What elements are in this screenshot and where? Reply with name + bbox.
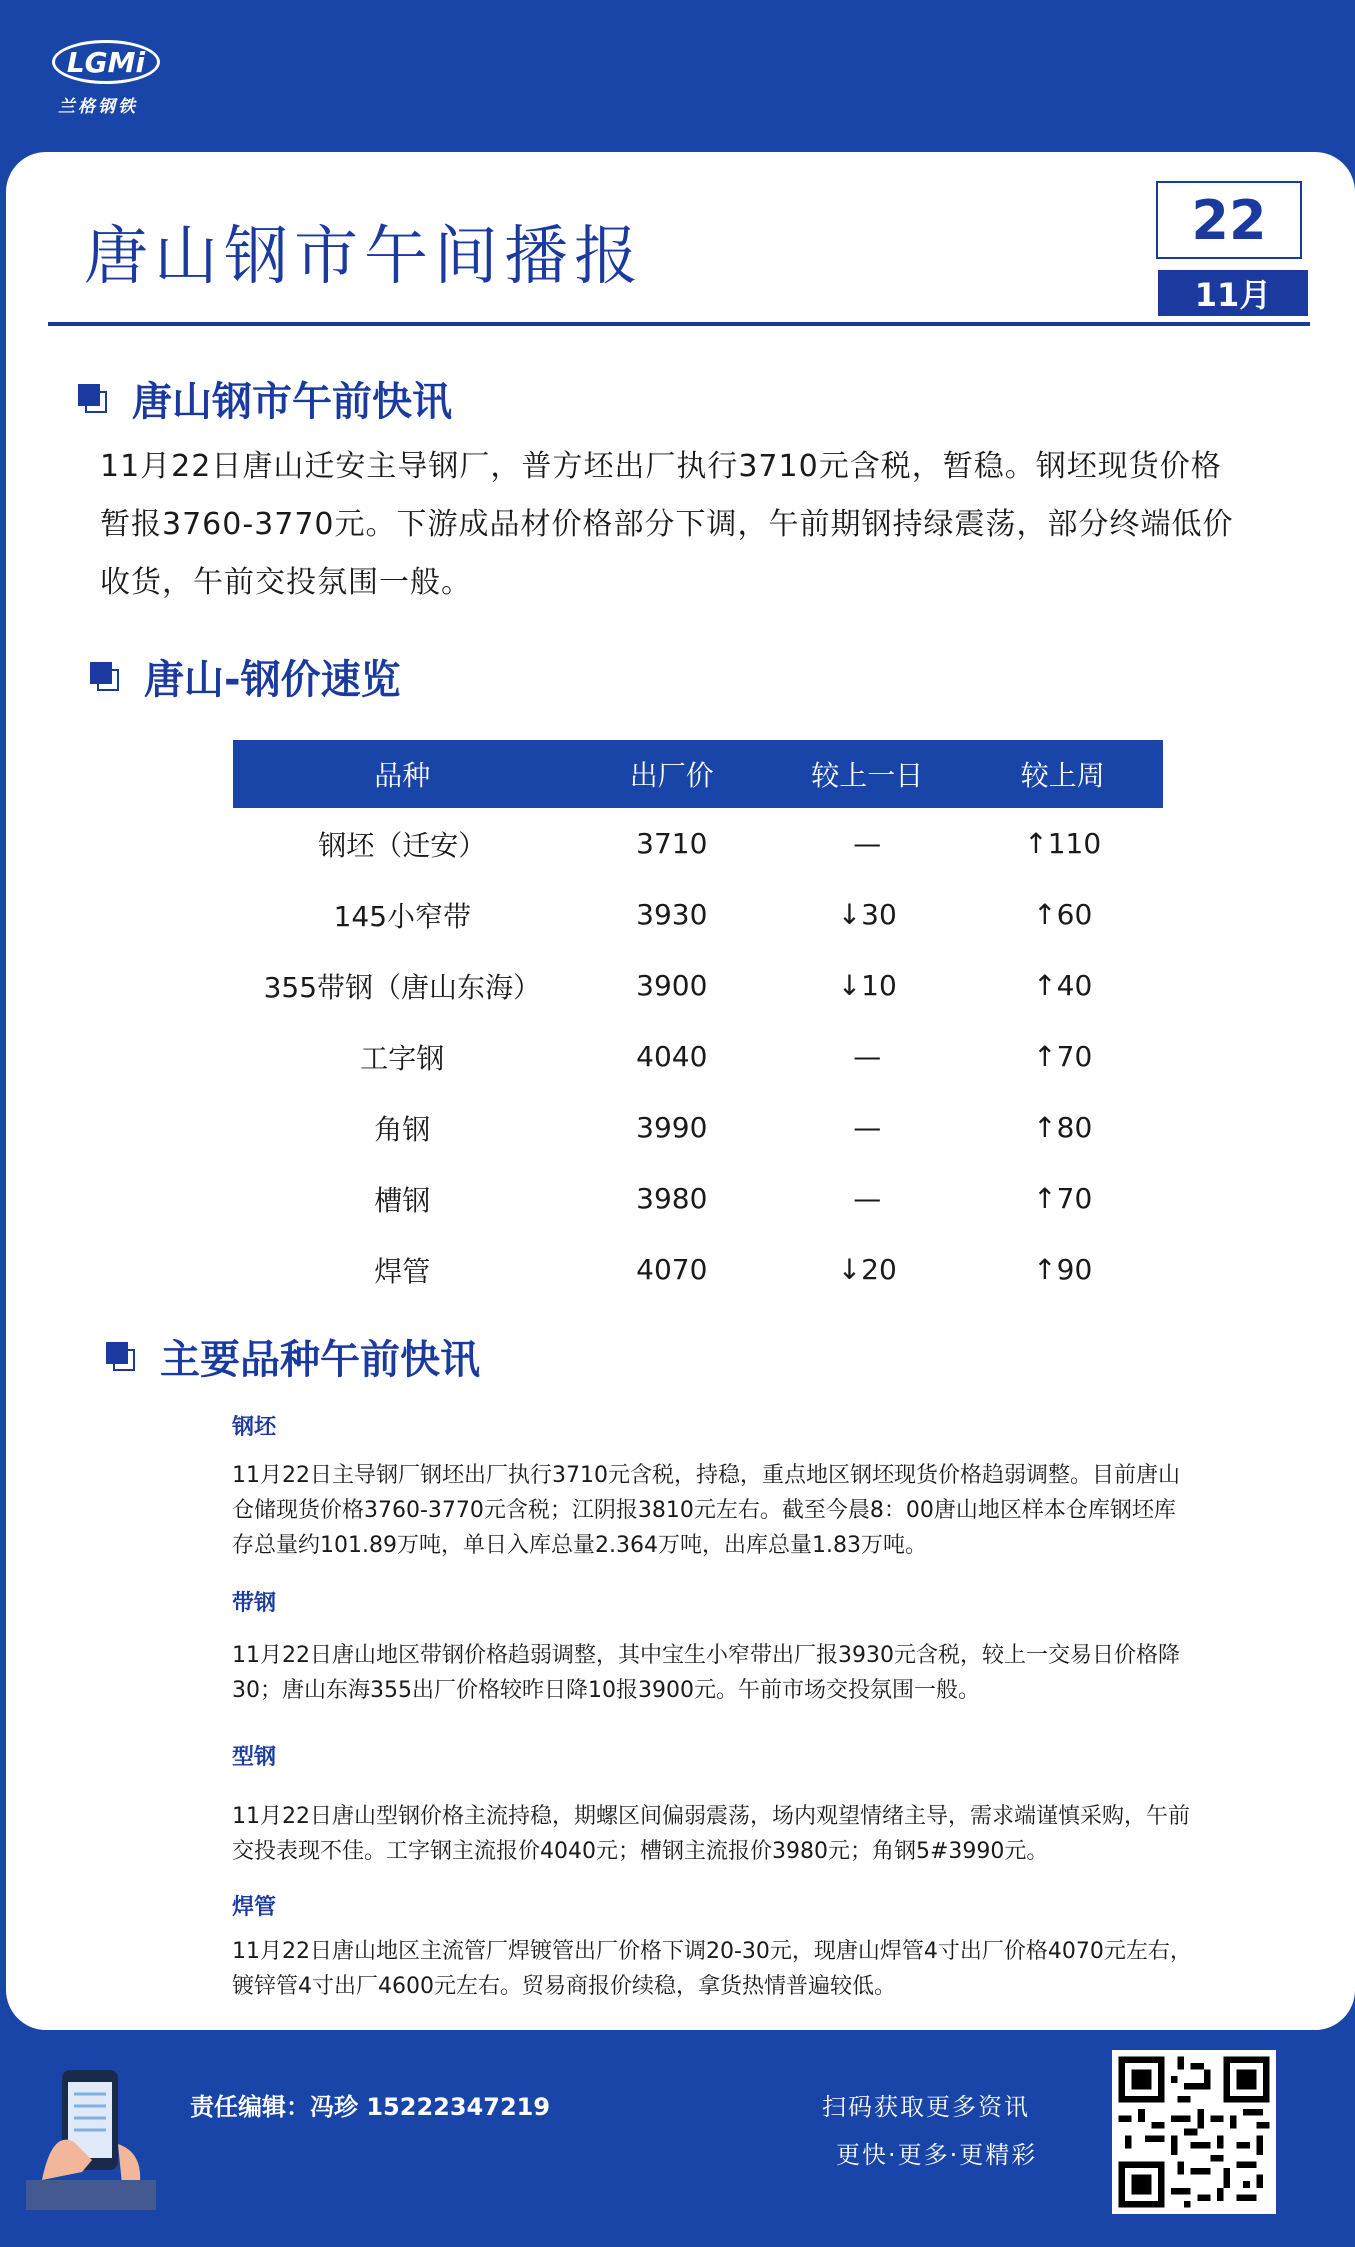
header-vs-week: 较上周	[962, 740, 1163, 808]
variety-cell: 355带钢（唐山东海）	[263, 970, 542, 1004]
logo-subtitle: 兰格钢铁	[58, 97, 138, 117]
table-header-row	[233, 740, 1163, 808]
variety-cell: 角钢	[374, 1112, 431, 1146]
variety-cell: 焊管	[374, 1254, 431, 1288]
strip-label: 带钢	[232, 1591, 277, 1616]
price-cell: 3930	[636, 898, 708, 931]
table-row	[233, 1021, 1163, 1092]
section-title: 唐山钢市午前快讯	[132, 379, 452, 425]
strip-paragraph: 11月22日唐山地区带钢价格趋弱调整，其中宝生小窄带出厂报3930元含税，较上一交易日价格降30；唐山东海355出厂价格较昨日降10报3900元。午前市场交投氛围一般。	[232, 1643, 1180, 1703]
title-divider	[48, 322, 1310, 326]
welded-pipe-label: 焊管	[232, 1895, 277, 1920]
section-price-overview-header	[90, 648, 401, 705]
header-vs-day: 较上一日	[772, 740, 962, 808]
logo-mark: LGMi	[52, 40, 160, 84]
table-row	[233, 1163, 1163, 1234]
hand-phone-icon	[22, 2060, 162, 2210]
week-change-cell: ↑70	[1033, 1182, 1093, 1215]
price-cell: 4040	[636, 1040, 708, 1073]
day-change-cell: —	[853, 1040, 882, 1073]
price-cell: 3990	[636, 1111, 708, 1144]
billet-label: 钢坯	[232, 1415, 277, 1440]
brand-logo	[52, 40, 162, 120]
section-steel-label: 型钢	[232, 1745, 277, 1770]
table-row	[233, 879, 1163, 950]
day-change-cell: —	[853, 1111, 882, 1144]
day-change-cell: —	[853, 1182, 882, 1215]
variety-cell: 工字钢	[360, 1041, 445, 1075]
section-main-varieties-header	[106, 1328, 480, 1385]
week-change-cell: ↑60	[1033, 898, 1093, 931]
page-title: 唐山钢市午间播报	[84, 220, 644, 294]
date-day: 22	[1156, 181, 1302, 259]
price-cell: 4070	[636, 1253, 708, 1286]
scan-prompt: 扫码获取更多资讯	[822, 2093, 1030, 2121]
week-change-cell: ↑110	[1024, 827, 1102, 860]
day-change-cell: —	[853, 827, 882, 860]
editor-contact: 责任编辑：冯珍 15222347219	[190, 2093, 551, 2121]
price-cell: 3900	[636, 969, 708, 1002]
day-change-cell: ↓10	[837, 969, 897, 1002]
table-row	[233, 1234, 1163, 1305]
section-title: 唐山-钢价速览	[144, 657, 401, 703]
table-row	[233, 808, 1163, 879]
day-change-cell: ↓30	[837, 898, 897, 931]
morning-news-paragraph: 11月22日唐山迁安主导钢厂，普方坯出厂执行3710元含税，暂稳。钢坯现货价格暂报3760-3770元。下游成品材价格部分下调，午前期钢持绿震荡，部分终端低价收货，午前交投氛围一般。	[100, 449, 1234, 600]
header-price: 出厂价	[572, 740, 772, 808]
welded-pipe-paragraph: 11月22日唐山地区主流管厂焊镀管出厂价格下调20-30元，现唐山焊管4寸出厂价格4070元左右，镀锌管4寸出厂4600元左右。贸易商报价续稳，拿货热情普遍较低。	[232, 1939, 1192, 1999]
section-morning-news-header	[78, 370, 452, 427]
section-title: 主要品种午前快讯	[160, 1337, 480, 1383]
price-table	[233, 740, 1163, 1305]
week-change-cell: ↑40	[1033, 969, 1093, 1002]
variety-cell: 145小窄带	[333, 899, 472, 933]
table-row	[233, 1092, 1163, 1163]
billet-paragraph: 11月22日主导钢厂钢坯出厂执行3710元含税，持稳，重点地区钢坯现货价格趋弱调整。目前唐山仓储现货价格3760-3770元含税；江阴报3810元左右。截至今晨8：00唐山地区样本仓库钢坯库存总量约101.89万吨，单日入库总量2.364万吨，出库总量1.83万吨。	[232, 1463, 1180, 1558]
slogan: 更快·更多·更精彩	[836, 2141, 1038, 2169]
variety-cell: 槽钢	[374, 1183, 431, 1217]
day-change-cell: ↓20	[837, 1253, 897, 1286]
price-cell: 3710	[636, 827, 708, 860]
date-month: 11月	[1158, 270, 1308, 316]
week-change-cell: ↑90	[1033, 1253, 1093, 1286]
price-cell: 3980	[636, 1182, 708, 1215]
header-variety: 品种	[233, 740, 572, 808]
week-change-cell: ↑80	[1033, 1111, 1093, 1144]
square-bullet-icon	[90, 662, 120, 692]
square-bullet-icon	[78, 384, 108, 414]
table-row	[233, 950, 1163, 1021]
section-steel-paragraph: 11月22日唐山型钢价格主流持稳，期螺区间偏弱震荡，场内观望情绪主导，需求端谨慎采购，午前交投表现不佳。工字钢主流报价4040元；槽钢主流报价3980元；角钢5#3990元。	[232, 1804, 1190, 1864]
square-bullet-icon	[106, 1342, 136, 1372]
qr-code	[1112, 2050, 1276, 2214]
week-change-cell: ↑70	[1033, 1040, 1093, 1073]
variety-cell: 钢坯（迁安）	[318, 828, 487, 862]
